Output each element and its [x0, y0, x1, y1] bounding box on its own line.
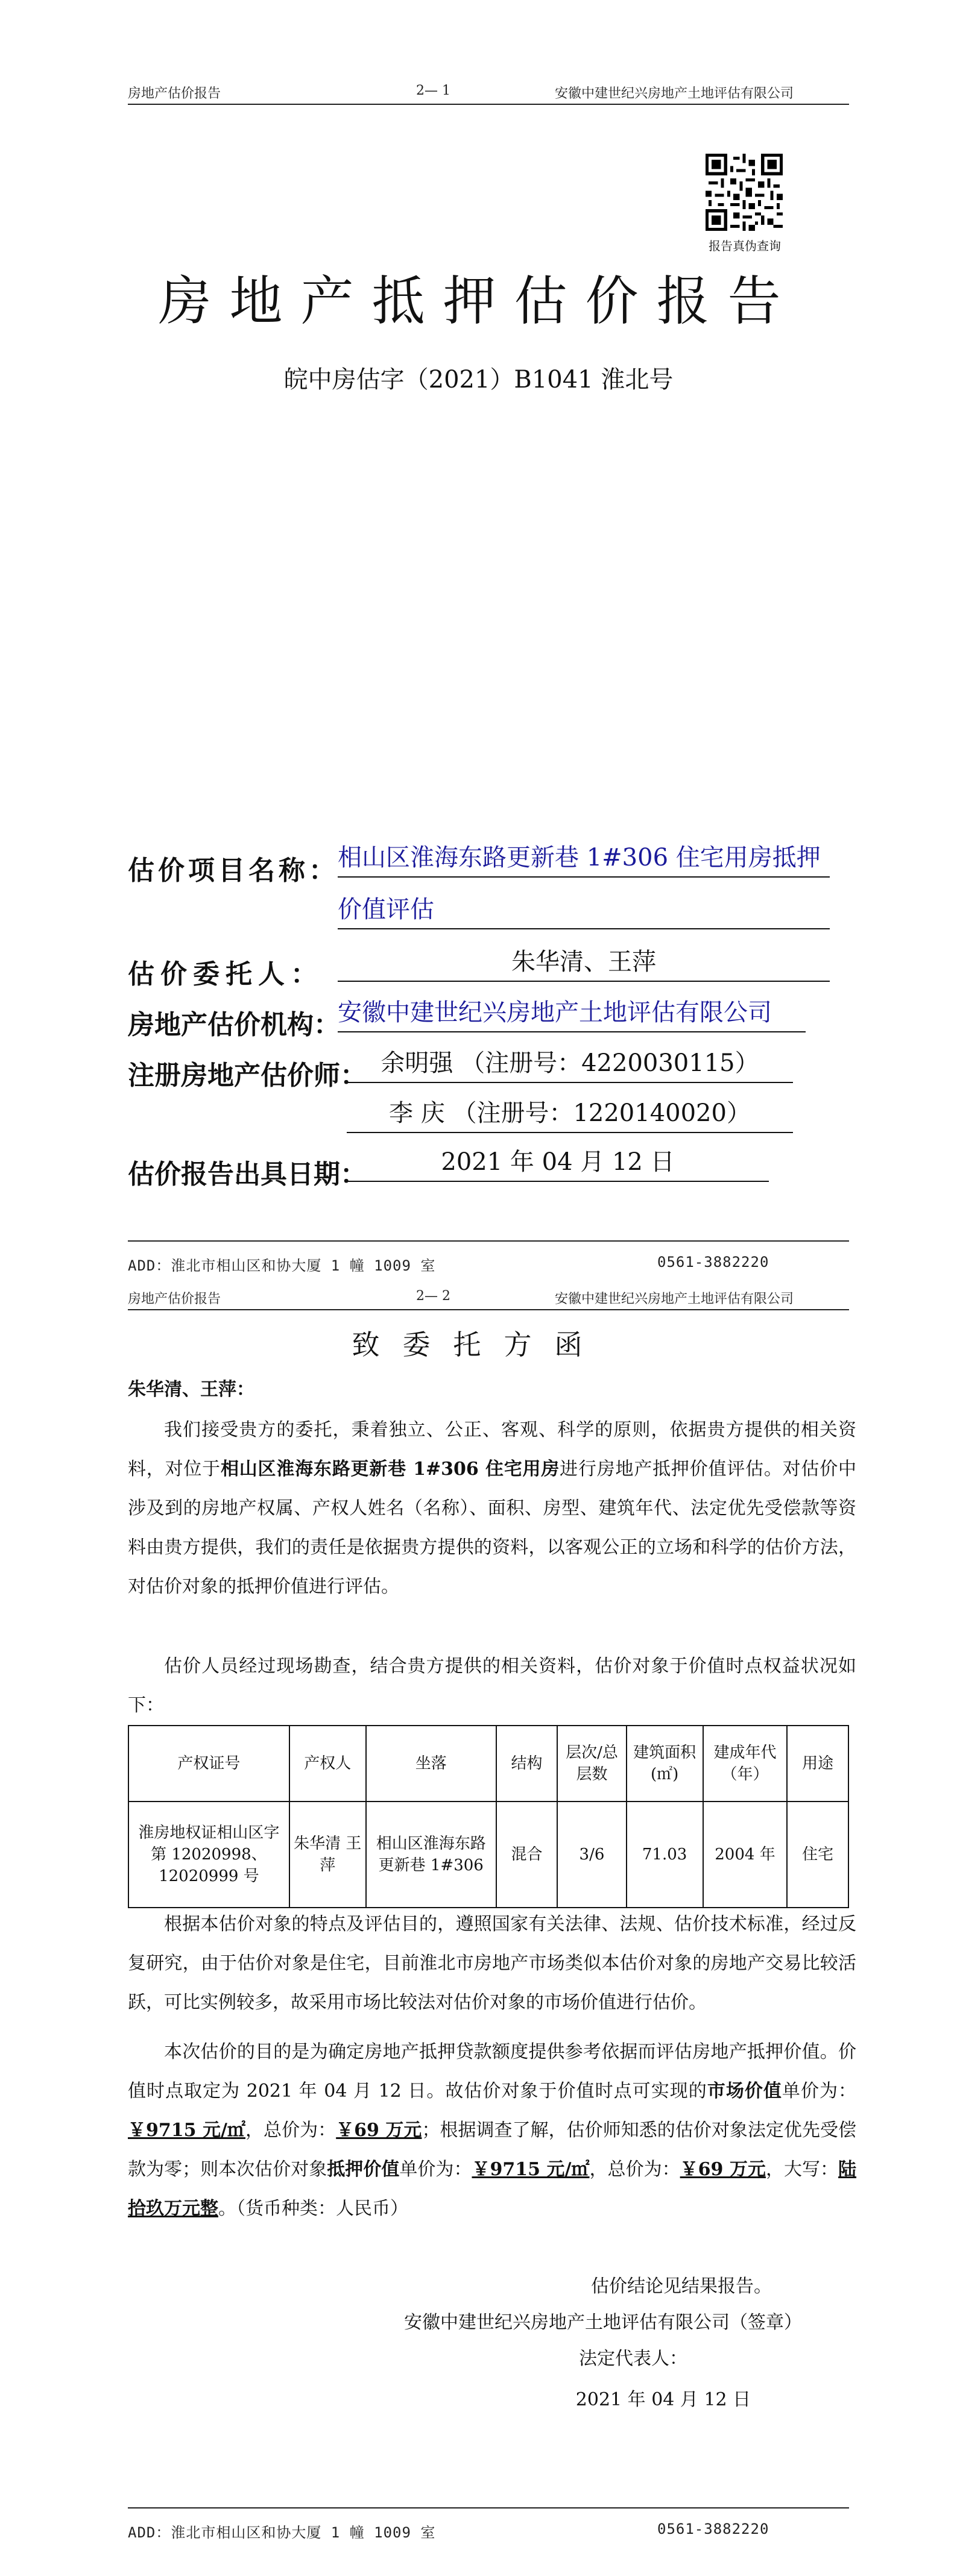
property-address: 相山区淮海东路更新巷 1#306 住宅用房	[220, 1459, 560, 1480]
table-header-cell: 层次/总层数	[557, 1726, 626, 1802]
footer-rule	[128, 2507, 849, 2508]
table-header-cell: 结构	[496, 1726, 558, 1802]
paragraph-4: 本次估价的目的是为确定房地产抵押贷款额度提供参考依据而评估房地产抵押价值。价值时点取定为 2021 年 04 月 12 日。故估价对象于价值时点可实现的市场价值单价为：￥9715 元/㎡，总价为：￥69 万元；根据调查了解，估价师知悉的估价对象法定优先受偿款为零；则本次估价对象抵押价值单价为：￥9715 元/㎡，总价为：￥69 万元，大写：陆拾玖万元整。（货币种类：人民币）	[128, 2041, 857, 2219]
salutation: 朱华清、王萍：	[128, 1379, 254, 1400]
header-right: 安徽中建世纪兴房地产土地评估有限公司	[555, 1292, 794, 1307]
appraiser-1: 余明强 （注册号：4220030115）	[347, 1045, 793, 1083]
qr-caption: 报告真伪查询	[709, 239, 781, 253]
market-total-price: ￥69 万元	[336, 2120, 422, 2141]
paragraph-1: 我们接受贵方的委托，秉着独立、公正、客观、科学的原则，依据贵方提供的相关资料，对位于相山区淮海东路更新巷 1#306 住宅用房进行房地产抵押价值评估。对估价中涉及到的房地产权属、产权人姓名（名称）、面积、房型、建筑年代、法定优先受偿款等资料由贵方提供，我们的责任是依据贵方提供的资料，以客观公正的立场和科学的估价方法，对估价对象的抵押价值进行评估。	[128, 1419, 857, 1597]
table-cell: 住宅	[787, 1802, 848, 1908]
appraiser-label: 注册房地产估价师：	[128, 1060, 367, 1091]
signature-representative: 法定代表人：	[579, 2348, 687, 2369]
agency-label: 房地产估价机构：	[128, 1010, 340, 1040]
letter-title: 致委托方函	[352, 1328, 605, 1361]
qr-code-icon[interactable]	[706, 154, 783, 231]
footer-address: ADD：淮北市相山区和协大厦 1 幢 1009 室	[128, 2524, 436, 2541]
table-cell: 混合	[496, 1802, 558, 1908]
agency-value: 安徽中建世纪兴房地产土地评估有限公司	[338, 994, 806, 1032]
report-title: 房地产抵押估价报告	[158, 270, 799, 332]
market-unit-price: ￥9715 元/㎡	[128, 2120, 246, 2141]
table-header-row	[128, 1726, 848, 1802]
property-rights-table	[128, 1725, 849, 1908]
footer-address: ADD：淮北市相山区和协大厦 1 幢 1009 室	[128, 1257, 436, 1274]
table-cell: 相山区淮海东路更新巷 1#306	[366, 1802, 496, 1908]
project-name-value-line2: 价值评估	[338, 891, 830, 929]
table-header-cell: 产权证号	[128, 1726, 289, 1802]
header-rule	[128, 1309, 849, 1310]
report-number: 皖中房估字（2021）B1041 淮北号	[283, 366, 674, 394]
table-header-cell: 产权人	[289, 1726, 366, 1802]
paragraph-2: 估价人员经过现场勘查，结合贵方提供的相关资料，估价对象于价值时点权益状况如下：	[128, 1656, 856, 1716]
table-cell: 3/6	[557, 1802, 626, 1908]
header-rule	[128, 104, 849, 105]
table-row	[128, 1802, 848, 1908]
appraiser-2: 李 庆 （注册号：1220140020）	[347, 1095, 793, 1133]
header-page-number: 2— 2	[416, 1289, 450, 1304]
amount-in-words: 陆拾玖万元整	[128, 2159, 857, 2219]
table-cell: 朱华清 王萍	[289, 1802, 366, 1908]
header-left: 房地产估价报告	[128, 1292, 221, 1307]
signature-date: 2021 年 04 月 12 日	[575, 2389, 751, 2410]
footer-rule	[128, 1240, 849, 1242]
table-cell: 2004 年	[703, 1802, 788, 1908]
signature-company: 安徽中建世纪兴房地产土地评估有限公司（签章）	[404, 2312, 802, 2333]
mortgage-unit-price: ￥9715 元/㎡	[472, 2159, 590, 2180]
closing-line: 估价结论见结果报告。	[591, 2276, 772, 2297]
table-cell: 淮房地权证相山区字第 12020998、12020999 号	[128, 1802, 289, 1908]
client-label: 估价委托人：	[128, 959, 323, 990]
table-header-cell: 用途	[787, 1726, 848, 1802]
footer-phone: 0561-3882220	[657, 1254, 769, 1271]
paragraph-3: 根据本估价对象的特点及评估目的，遵照国家有关法律、法规、估价技术标准，经过反复研究，由于估价对象是住宅，目前淮北市房地产市场类似本估价对象的房地产交易比较活跃，可比实例较多，故采用市场比较法对估价对象的市场价值进行估价。	[128, 1914, 856, 2013]
header-right: 安徽中建世纪兴房地产土地评估有限公司	[555, 86, 794, 101]
issue-date-value: 2021 年 04 月 12 日	[347, 1143, 769, 1182]
table-cell: 71.03	[627, 1802, 703, 1908]
table-header-cell: 建筑面积(㎡)	[627, 1726, 703, 1802]
client-value: 朱华清、王萍	[338, 943, 830, 982]
table-header-cell: 建成年代（年）	[703, 1726, 788, 1802]
footer-phone: 0561-3882220	[657, 2521, 769, 2537]
mortgage-total-price: ￥69 万元	[680, 2159, 766, 2180]
issue-date-label: 估价报告出具日期：	[128, 1159, 367, 1190]
project-name-value-line1: 相山区淮海东路更新巷 1#306 住宅用房抵押	[338, 839, 830, 878]
table-header-cell: 坐落	[366, 1726, 496, 1802]
header-left: 房地产估价报告	[128, 86, 221, 101]
header-page-number: 2— 1	[416, 83, 450, 98]
project-name-label: 估价项目名称：	[128, 855, 339, 886]
